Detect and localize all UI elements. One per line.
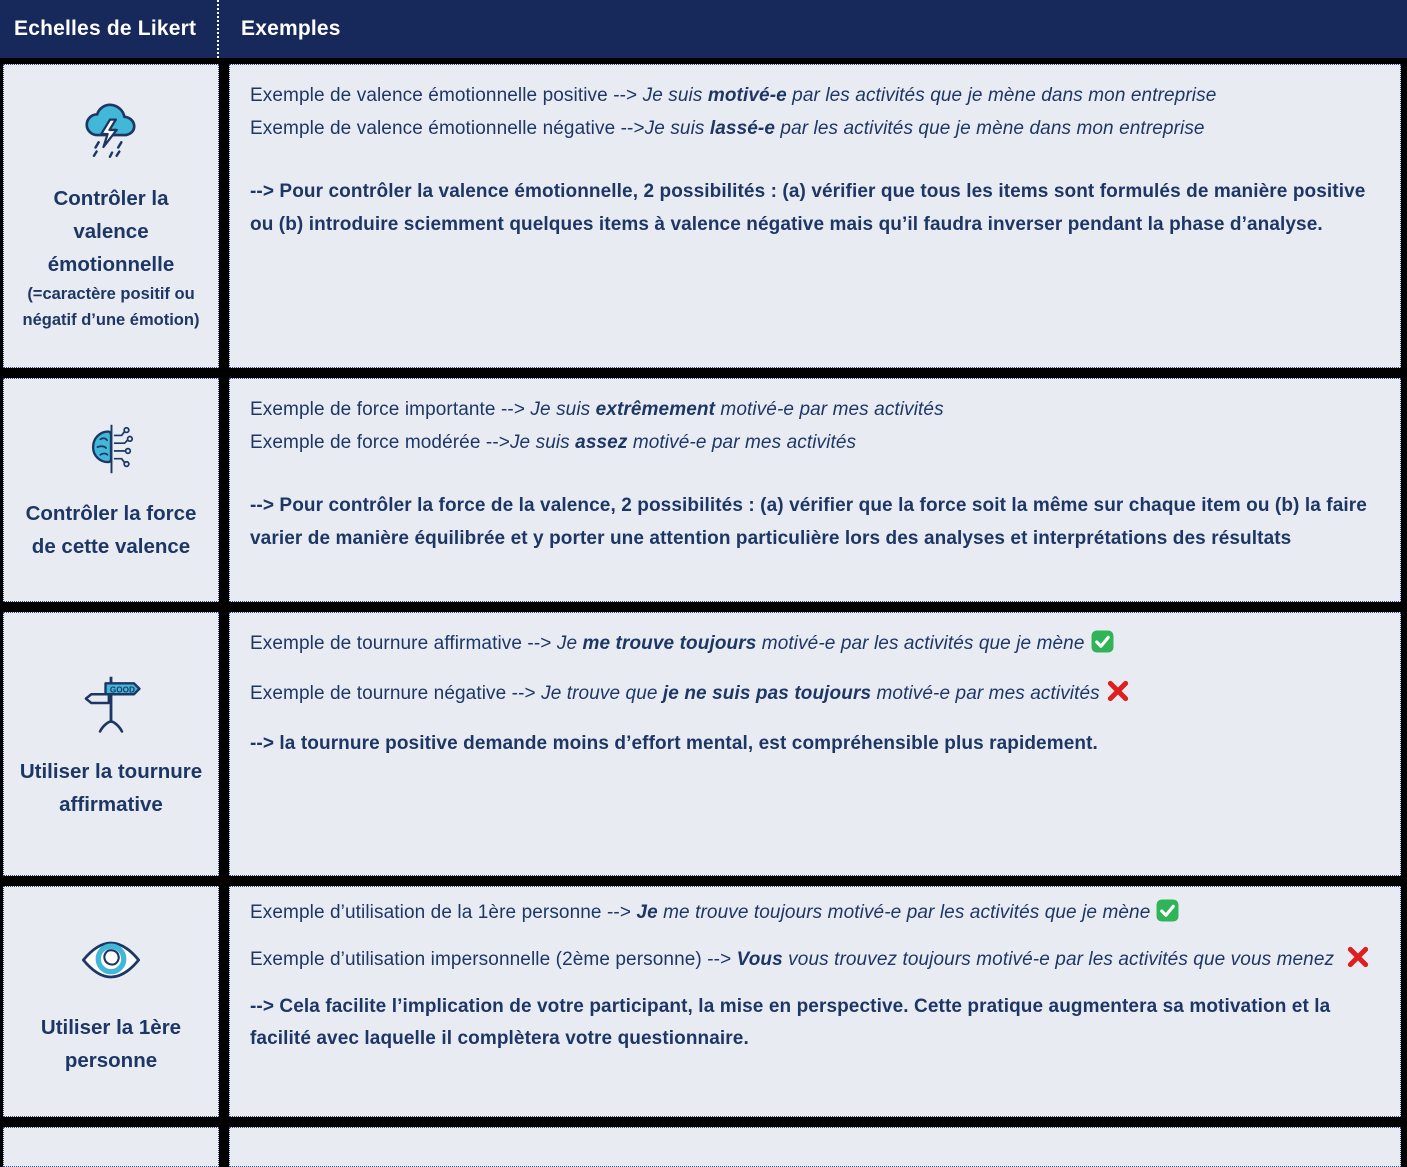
example-paragraph: Exemple de force importante --> Je suis extrêmement motivé-e par mes activités <box>250 399 944 420</box>
examples-cell-valence <box>229 64 1401 368</box>
example-paragraph: Exemple de valence émotionnelle positive --> Je suis motivé-e par les activités que je mène dans mon entreprise <box>250 85 1217 106</box>
rule-cell-valence <box>3 64 219 368</box>
eye-icon <box>77 926 145 999</box>
example-paragraph: Exemple de tournure affirmative --> Je me trouve toujours motivé-e par les activités que je mène <box>250 627 1155 664</box>
table-body <box>0 58 1407 1167</box>
svg-text:GOOD: GOOD <box>109 685 135 695</box>
rule-title: Contrôler la force de cette valence <box>25 501 197 558</box>
conclusion-paragraph: --> Pour contrôler la force de la valence, 2 possibilités : (a) vérifier que la force soit la même sur chaque item ou (b) la faire varier de manière équilibrée et y porter une attention particulière lors des analyses et interprétations des résultats <box>250 495 1367 549</box>
check-emoji-icon <box>1156 899 1179 933</box>
check-emoji-icon <box>1091 630 1114 664</box>
cross-emoji-icon <box>1346 945 1370 980</box>
storm-cloud-icon <box>78 99 144 170</box>
signpost-good-icon <box>76 668 146 743</box>
example-paragraph: Exemple de valence émotionnelle négative -->Je suis lassé-e par les activités que je mène dans mon entreprise <box>250 118 1205 139</box>
rule-cell-tournure <box>3 612 219 876</box>
cross-emoji-icon <box>1106 679 1130 714</box>
rule-cell-force <box>3 378 219 602</box>
header-col-examples <box>219 17 1407 41</box>
cutoff-cell-left <box>3 1127 219 1167</box>
examples-cell-personne <box>229 886 1401 1117</box>
conclusion-paragraph: --> la tournure positive demande moins d’effort mental, est compréhensible plus rapidement. <box>250 733 1098 754</box>
header-examples-label: Exemples <box>241 17 341 40</box>
examples-cell-force <box>229 378 1401 602</box>
conclusion-paragraph: --> Cela facilite l’implication de votre participant, la mise en perspective. Cette pratique augmentera sa motivation et la facilité avec laquelle il complètera votre questionnaire. <box>250 996 1331 1049</box>
conclusion-paragraph: --> Pour contrôler la valence émotionnelle, 2 possibilités : (a) vérifier que tous les items sont formulés de manière positive ou (b) introduire sciemment quelques items à valence négative mais qu’il faudra inverser pendant la phase d’analyse. <box>250 181 1366 235</box>
rule-subtitle: (=caractère positif ou négatif d’une émotion) <box>22 285 200 329</box>
example-paragraph: Exemple d’utilisation de la 1ère personne --> Je me trouve toujours motivé-e par les activités que je mène <box>250 897 1355 933</box>
table-header <box>0 0 1407 58</box>
rule-title: Utiliser la tournure affirmative <box>19 759 203 816</box>
rule-title: Contrôler la valence émotionnelle <box>47 187 175 276</box>
header-col-likert <box>0 0 219 58</box>
examples-cell-tournure <box>229 612 1401 876</box>
brain-circuit-icon <box>80 418 142 485</box>
example-paragraph: Exemple d’utilisation impersonnelle (2ème personne) --> Vous vous trouvez toujours motivé-e par les activités que vous menez <box>250 944 1372 980</box>
rule-cell-personne <box>3 886 219 1117</box>
example-paragraph: Exemple de tournure négative --> Je trouve que je ne suis pas toujours motivé-e par mes activités <box>250 677 1155 714</box>
header-likert-label: Echelles de Likert <box>14 17 197 40</box>
cutoff-cell-right <box>229 1127 1401 1167</box>
example-paragraph: Exemple de force modérée -->Je suis assez motivé-e par mes activités <box>250 432 857 453</box>
rule-title: Utiliser la 1ère personne <box>40 1016 182 1072</box>
